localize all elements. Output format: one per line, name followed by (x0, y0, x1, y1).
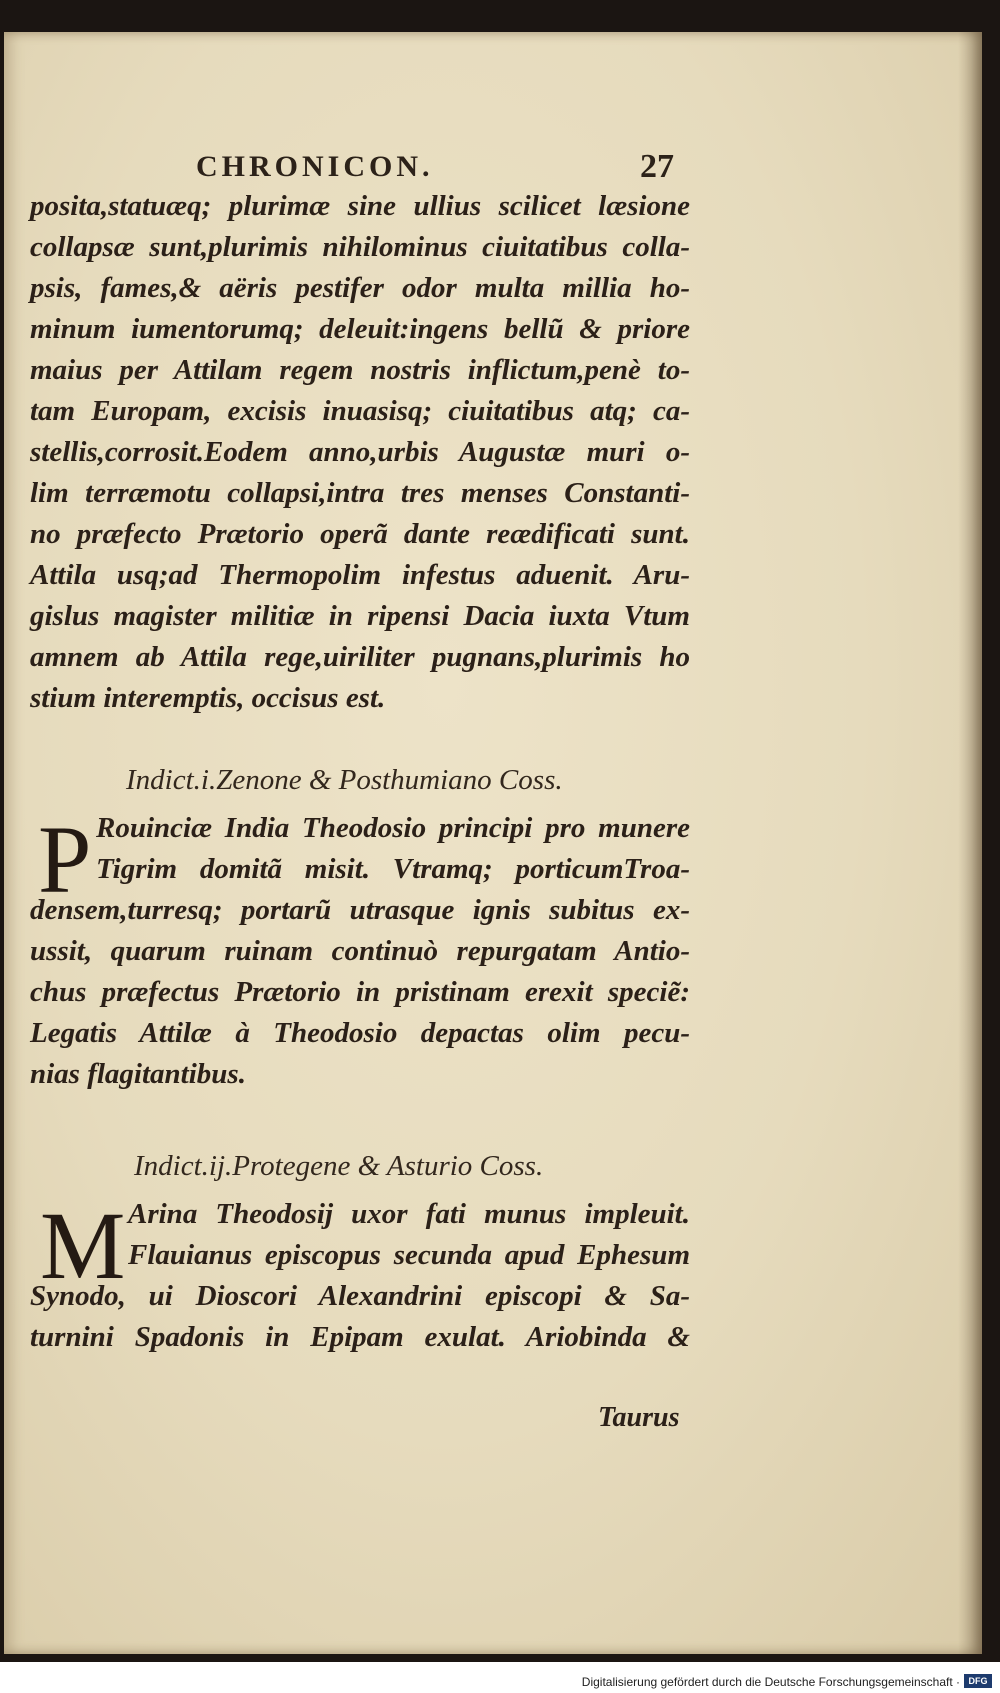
text-line: posita,statuæq; plurimæ sine ullius scilicet læsione (30, 190, 690, 222)
drop-capital: P (38, 806, 92, 913)
text-line: stium interemptis, occisus est. (30, 682, 386, 714)
text-line: chus præfectus Prætorio in pristinam erexit speciẽ: (30, 976, 690, 1008)
text-line: turnini Spadonis in Epipam exulat. Ariobinda & (30, 1321, 690, 1353)
text-line: densem,turresq; portarũ utrasque ignis subitus ex- (30, 894, 690, 926)
text-line: Arina Theodosij uxor fati munus impleuit. (128, 1198, 690, 1230)
drop-capital: M (40, 1192, 126, 1299)
dfg-logo-icon[interactable]: DFG (964, 1674, 992, 1688)
section-heading: Indict.ij.Protegene & Asturio Coss. (134, 1150, 544, 1182)
text-line: Synodo, ui Dioscori Alexandrini episcopi & Sa- (30, 1280, 690, 1312)
page-number: 27 (640, 148, 674, 185)
text-line: amnem ab Attila rege,uiriliter pugnans,plurimis ho (30, 641, 690, 673)
text-line: stellis,corrosit.Eodem anno,urbis Augustæ muri o- (30, 436, 690, 468)
catchword: Taurus (598, 1402, 680, 1433)
section-heading: Indict.i.Zenone & Posthumiano Coss. (126, 764, 563, 796)
text-line: Attila usq;ad Thermopolim infestus aduenit. Aru- (30, 559, 690, 591)
footer-credit: Digitalisierung gefördert durch die Deutsche Forschungsgemeinschaft · (581, 1675, 960, 1689)
text-line: tam Europam, excisis inuasisq; ciuitatibus atq; ca- (30, 395, 690, 427)
running-head: CHRONICON. (196, 150, 434, 183)
text-line: Tigrim domitã misit. Vtramq; porticumTroa- (96, 853, 690, 885)
text-line: nias flagitantibus. (30, 1058, 246, 1090)
page-edge-shadow (958, 32, 982, 1654)
text-line: collapsæ sunt,plurimis nihilominus ciuitatibus colla- (30, 231, 690, 263)
text-line: Rouinciæ India Theodosio principi pro munere (96, 812, 690, 844)
text-line: maius per Attilam regem nostris inflictum,penè to- (30, 354, 690, 386)
text-line: Flauianus episcopus secunda apud Ephesum (128, 1239, 690, 1271)
book-page (4, 32, 982, 1654)
text-line: no præfecto Prætorio operã dante reædificati sunt. (30, 518, 690, 550)
text-line: minum iumentorumq; deleuit:ingens bellũ & priore (30, 313, 690, 345)
text-line: Legatis Attilæ à Theodosio depactas olim pecu- (30, 1017, 690, 1049)
text-line: gislus magister militiæ in ripensi Dacia iuxta Vtum (30, 600, 690, 632)
text-line: lim terræmotu collapsi,intra tres menses Constanti- (30, 477, 690, 509)
text-line: ussit, quarum ruinam continuò repurgatam Antio- (30, 935, 690, 967)
text-line: psis, fames,& aëris pestifer odor multa millia ho- (30, 272, 690, 304)
